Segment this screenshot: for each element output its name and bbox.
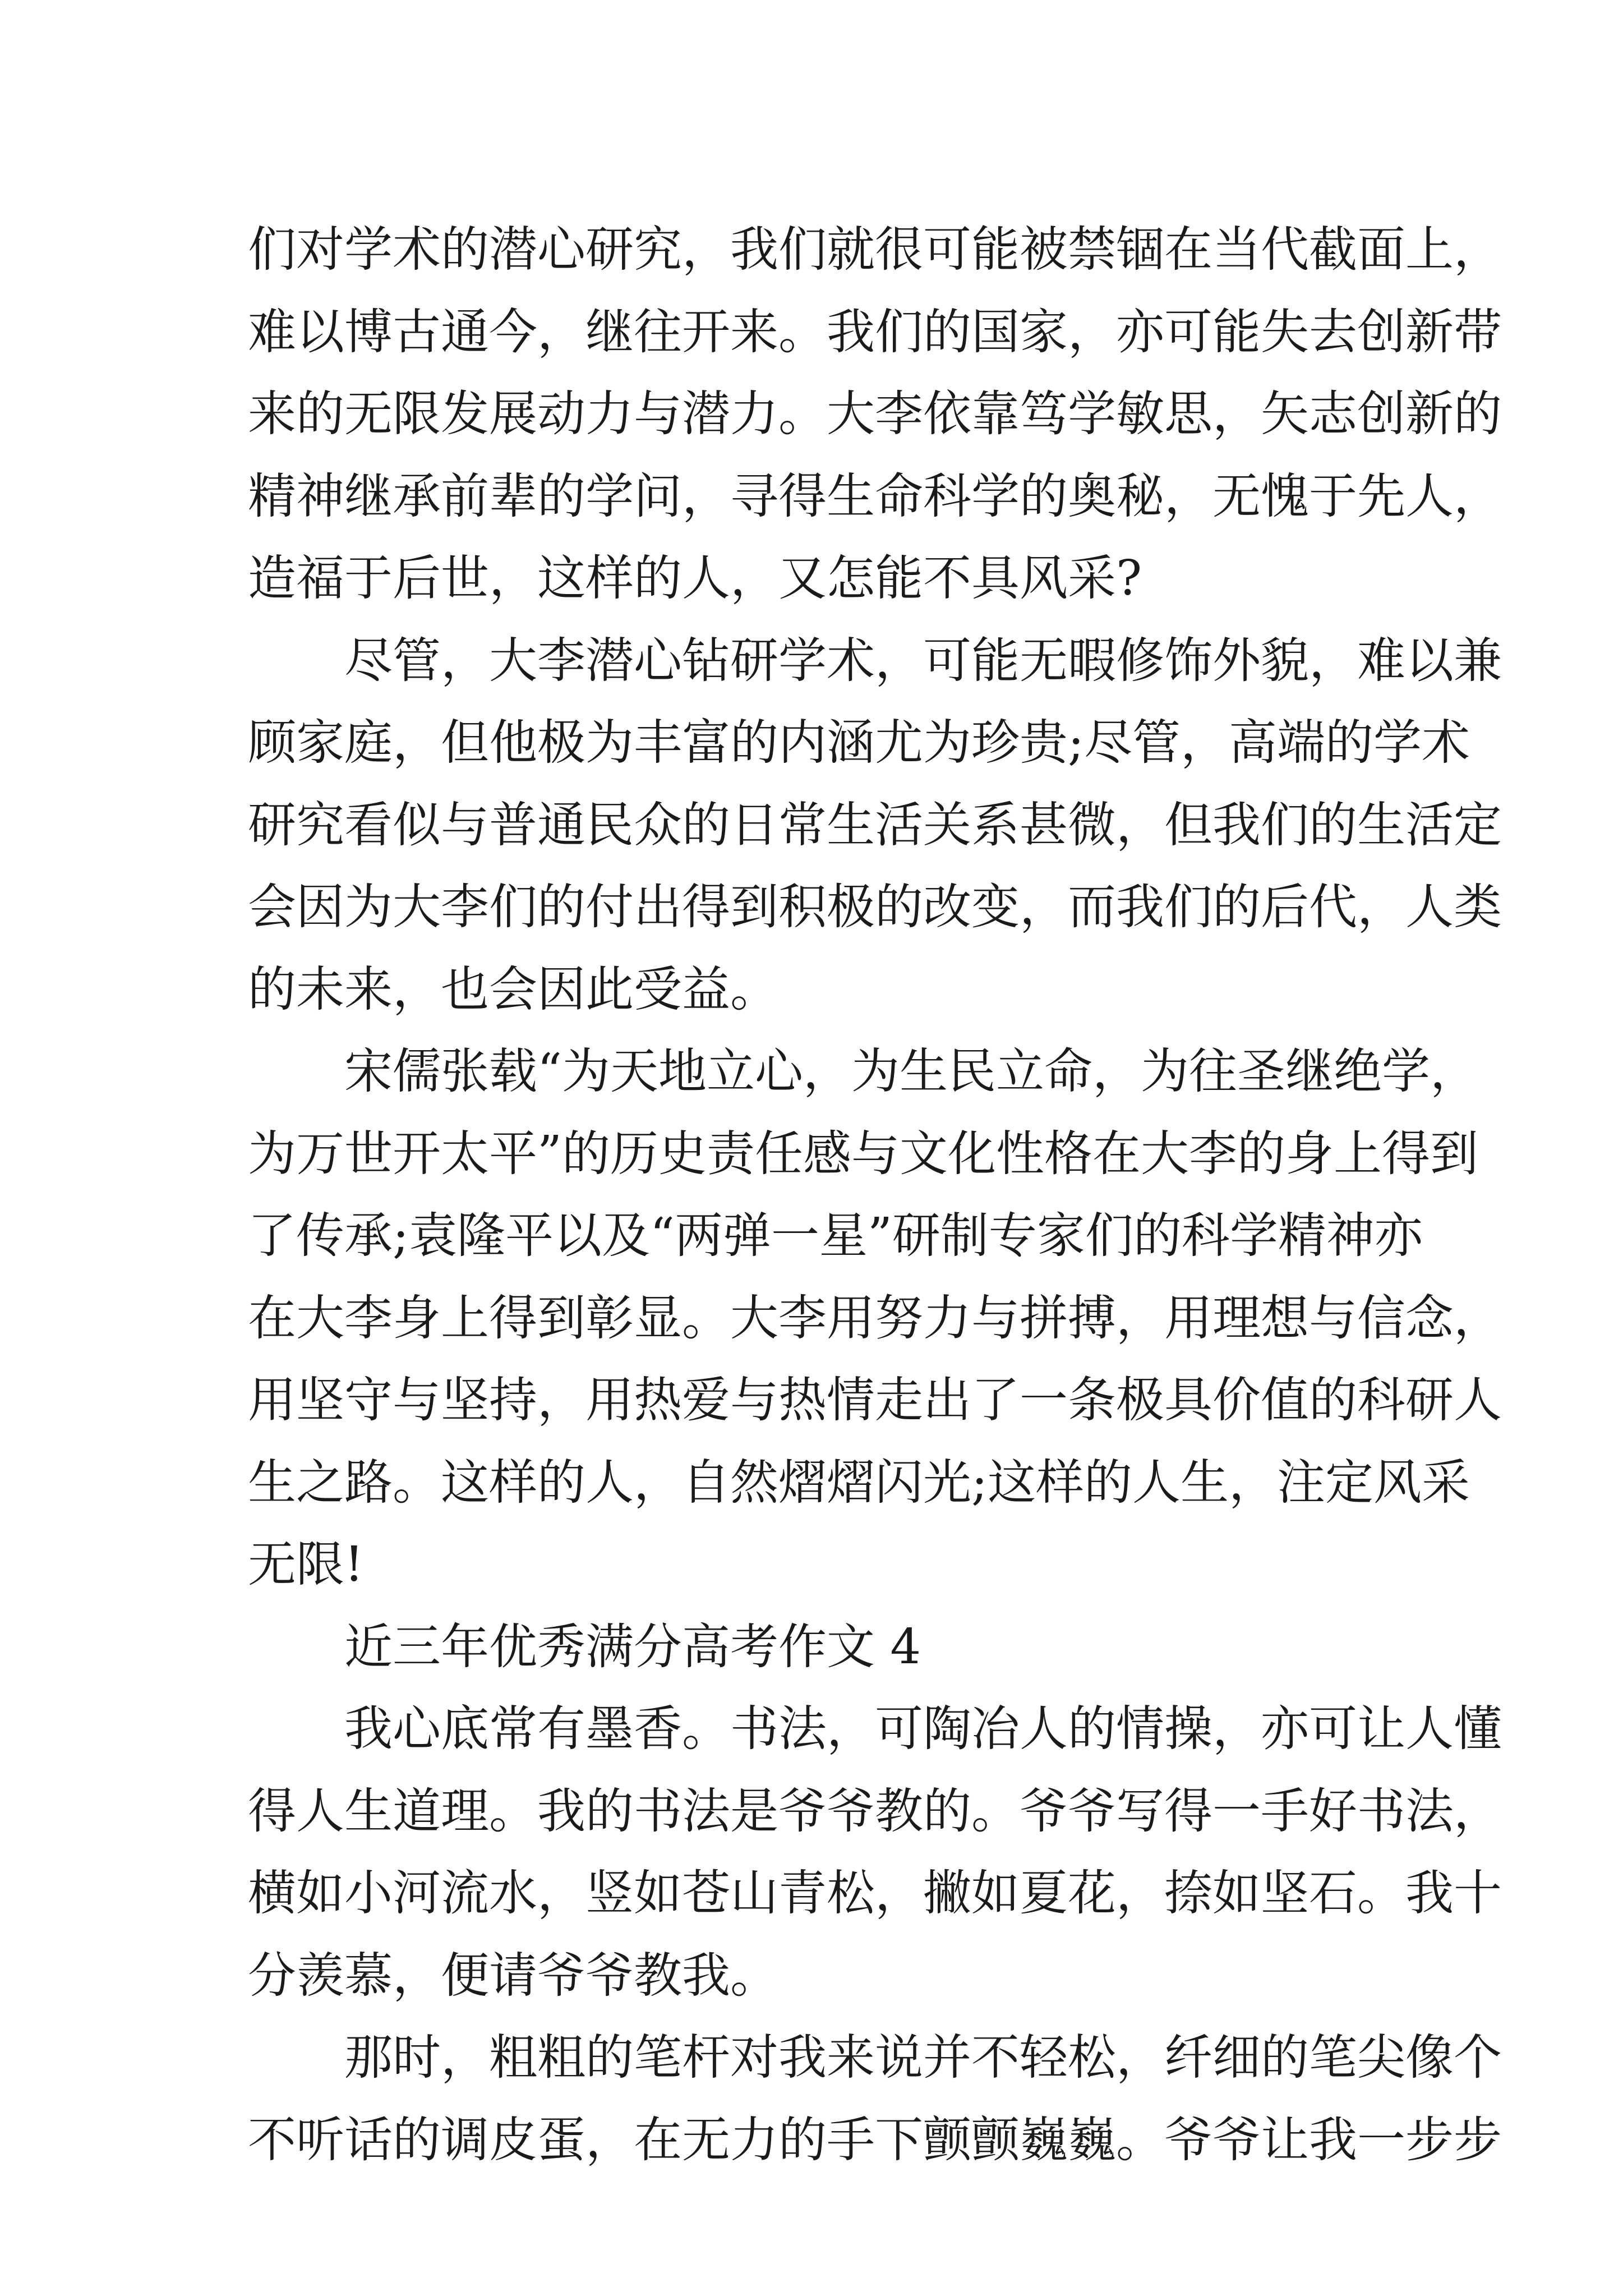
text-line: 无限! — [248, 1536, 364, 1593]
paragraph-1 — [248, 209, 1502, 620]
paragraph-2 — [248, 620, 1502, 1031]
text-line: 不听话的调皮蛋，在无力的手下颤颤巍巍。爷爷让我一步步 — [248, 2111, 1502, 2168]
text-line: 难以博古通今，继往开来。我们的国家，亦可能失去创新带 — [248, 303, 1502, 360]
text-line: 来的无限发展动力与潜力。大李依靠笃学敏思，矢志创新的 — [248, 386, 1502, 442]
section-heading — [248, 1606, 1392, 1688]
text-line: 那时，粗粗的笔杆对我来说并不轻松，纤细的笔尖像个 — [344, 2030, 1502, 2086]
text-line: 们对学术的潜心研究，我们就很可能被禁锢在当代截面上， — [248, 222, 1502, 278]
text-line: 了传承;袁隆平以及“两弹一星”研制专家们的科学精神亦 — [248, 1208, 1423, 1264]
text-line: 为万世开太平”的历史责任感与文化性格在大李的身上得到 — [248, 1125, 1478, 1182]
document-body — [248, 209, 1502, 2181]
text-line: 分羡慕，便请爷爷教我。 — [248, 1947, 778, 2004]
paragraph-5 — [248, 2017, 1502, 2181]
paragraph-4 — [248, 1688, 1502, 2017]
text-line: 顾家庭，但他极为丰富的内涵尤为珍贵;尽管，高端的学术 — [248, 715, 1470, 771]
text-line: 得人生道理。我的书法是爷爷教的。爷爷写得一手好书法， — [248, 1783, 1502, 1839]
text-line: 会因为大李们的付出得到积极的改变，而我们的后代，人类 — [248, 879, 1502, 935]
text-line: 研究看似与普通民众的日常生活关系甚微，但我们的生活定 — [248, 797, 1502, 853]
text-line: 生之路。这样的人，自然熠熠闪光;这样的人生，注定风采 — [248, 1454, 1470, 1511]
text-line: 的未来，也会因此受益。 — [248, 961, 778, 1018]
text-line: 造福于后世，这样的人，又怎能不具风采? — [248, 550, 1142, 606]
paragraph-3 — [248, 1030, 1502, 1606]
heading-line: 近三年优秀满分高考作文 4 — [344, 1618, 921, 1675]
text-line: 宋儒张载“为天地立心，为生民立命，为往圣继绝学， — [344, 1043, 1478, 1099]
text-line: 在大李身上得到彰显。大李用努力与拼搏，用理想与信念， — [248, 1290, 1502, 1346]
text-line: 精神继承前辈的学问，寻得生命科学的奥秘，无愧于先人， — [248, 468, 1502, 524]
text-line: 用坚守与坚持，用热爱与热情走出了一条极具价值的科研人 — [248, 1372, 1502, 1428]
text-line: 尽管，大李潜心钻研学术，可能无暇修饰外貌，难以兼 — [344, 632, 1502, 689]
text-line: 我心底常有墨香。书法，可陶冶人的情操，亦可让人懂 — [344, 1701, 1502, 1757]
text-line: 横如小河流水，竖如苍山青松，撇如夏花，捺如坚石。我十 — [248, 1865, 1502, 1921]
